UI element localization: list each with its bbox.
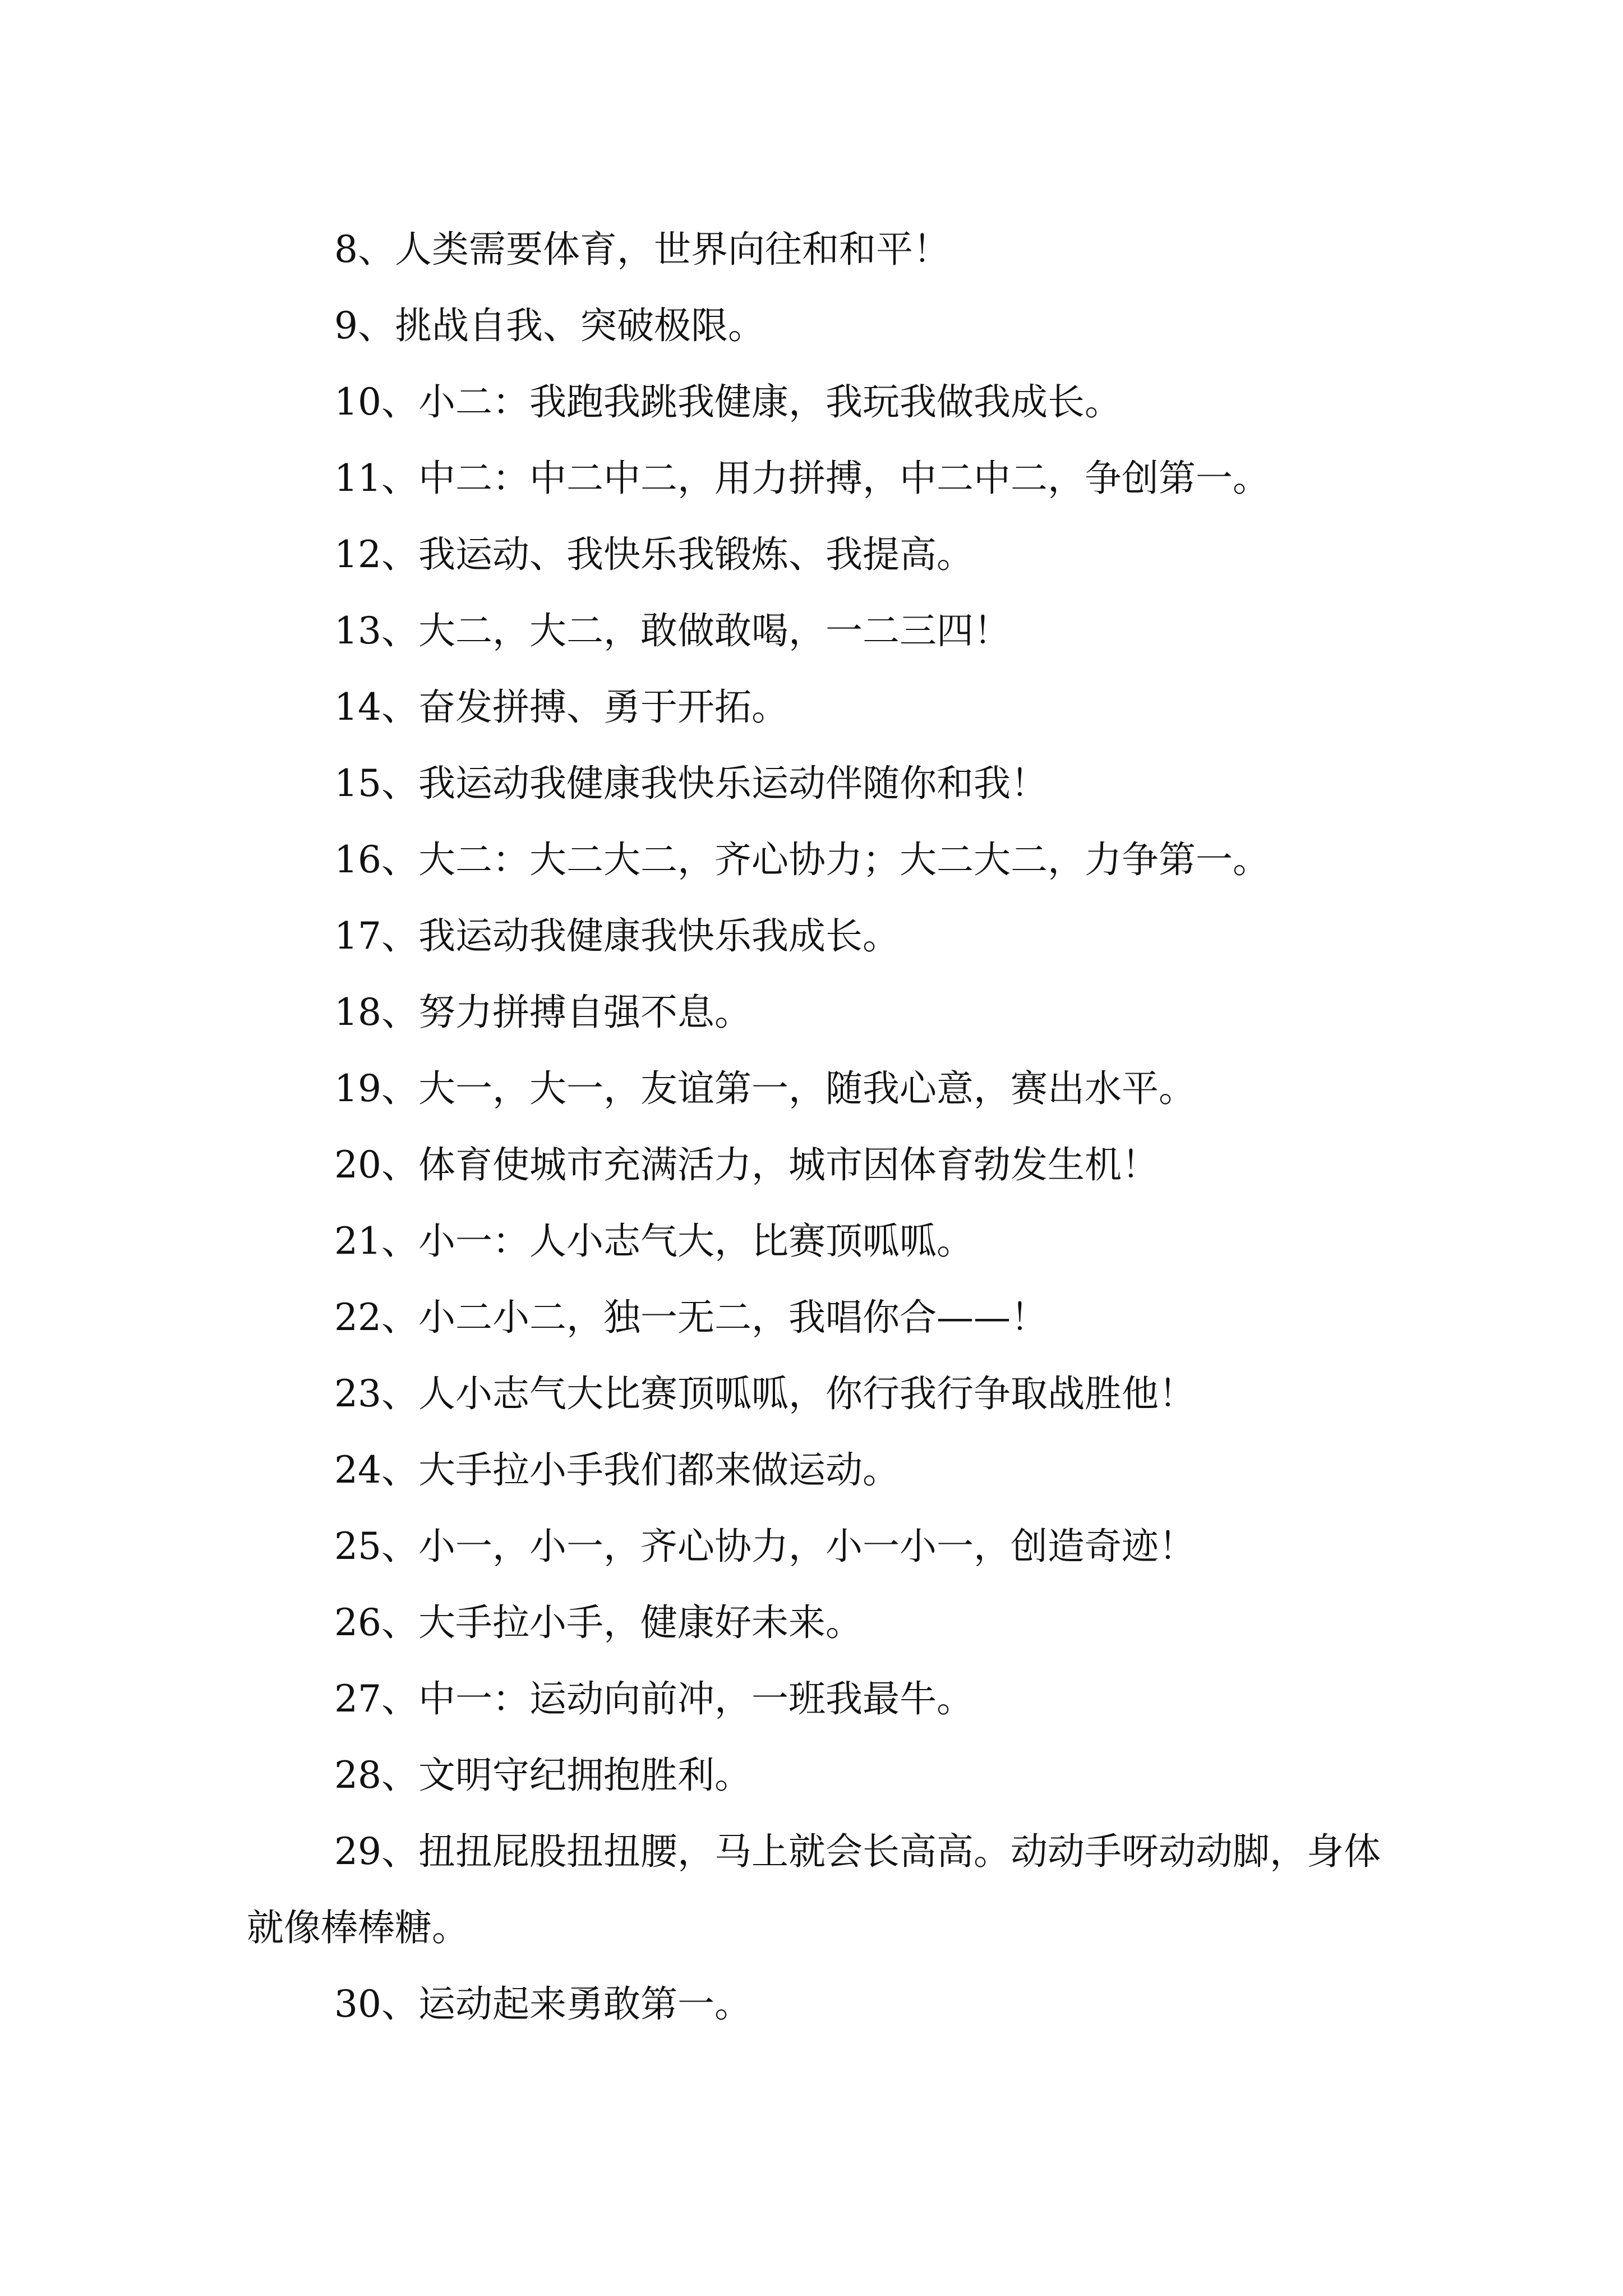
list-item: 30、运动起来勇敢第一。 [334,1982,751,2026]
list-item: 9、挑战自我、突破极限。 [334,304,765,347]
list-item: 20、体育使城市充满活力，城市因体育勃发生机！ [334,1143,1159,1186]
list-item: 13、大二，大二，敢做敢喝，一二三四！ [334,609,1011,652]
list-item: 26、大手拉小手，健康好未来。 [334,1601,863,1644]
list-item: 29、扭扭屁股扭扭腰，马上就会长高高。动动手呀动动脚，身体就像棒棒糖。 [247,1830,1381,1949]
list-item: 17、我运动我健康我快乐我成长。 [334,914,900,958]
list-item: 28、文明守纪拥抱胜利。 [334,1754,751,1797]
list-item: 23、人小志气大比赛顶呱呱，你行我行争取战胜他！ [334,1372,1196,1415]
list-item: 25、小一，小一，齐心协力，小一小一，创造奇迹！ [334,1525,1196,1568]
list-item: 8、人类需要体育，世界向往和和平！ [334,228,950,271]
list-item: 10、小二：我跑我跳我健康，我玩我做我成长。 [334,380,1122,424]
list-item: 18、努力拼搏自强不息。 [334,991,751,1034]
slogan-list [247,211,1385,2042]
list-item: 22、小二小二，独一无二，我唱你合——！ [334,1296,1048,1339]
list-item: 19、大一，大一，友谊第一，随我心意，赛出水平。 [334,1067,1196,1110]
list-item: 21、小一：人小志气大，比赛顶呱呱。 [334,1220,974,1263]
list-item: 15、我运动我健康我快乐运动伴随你和我！ [334,762,1048,805]
list-item: 12、我运动、我快乐我锻炼、我提高。 [334,533,974,576]
list-item: 11、中二：中二中二，用力拼搏，中二中二，争创第一。 [334,457,1270,500]
list-item: 27、中一：运动向前冲，一班我最牛。 [334,1677,974,1720]
list-item: 24、大手拉小手我们都来做运动。 [334,1448,900,1492]
list-item: 14、奋发拼搏、勇于开拓。 [334,685,789,729]
list-item: 16、大二：大二大二，齐心协力；大二大二，力争第一。 [334,838,1270,881]
